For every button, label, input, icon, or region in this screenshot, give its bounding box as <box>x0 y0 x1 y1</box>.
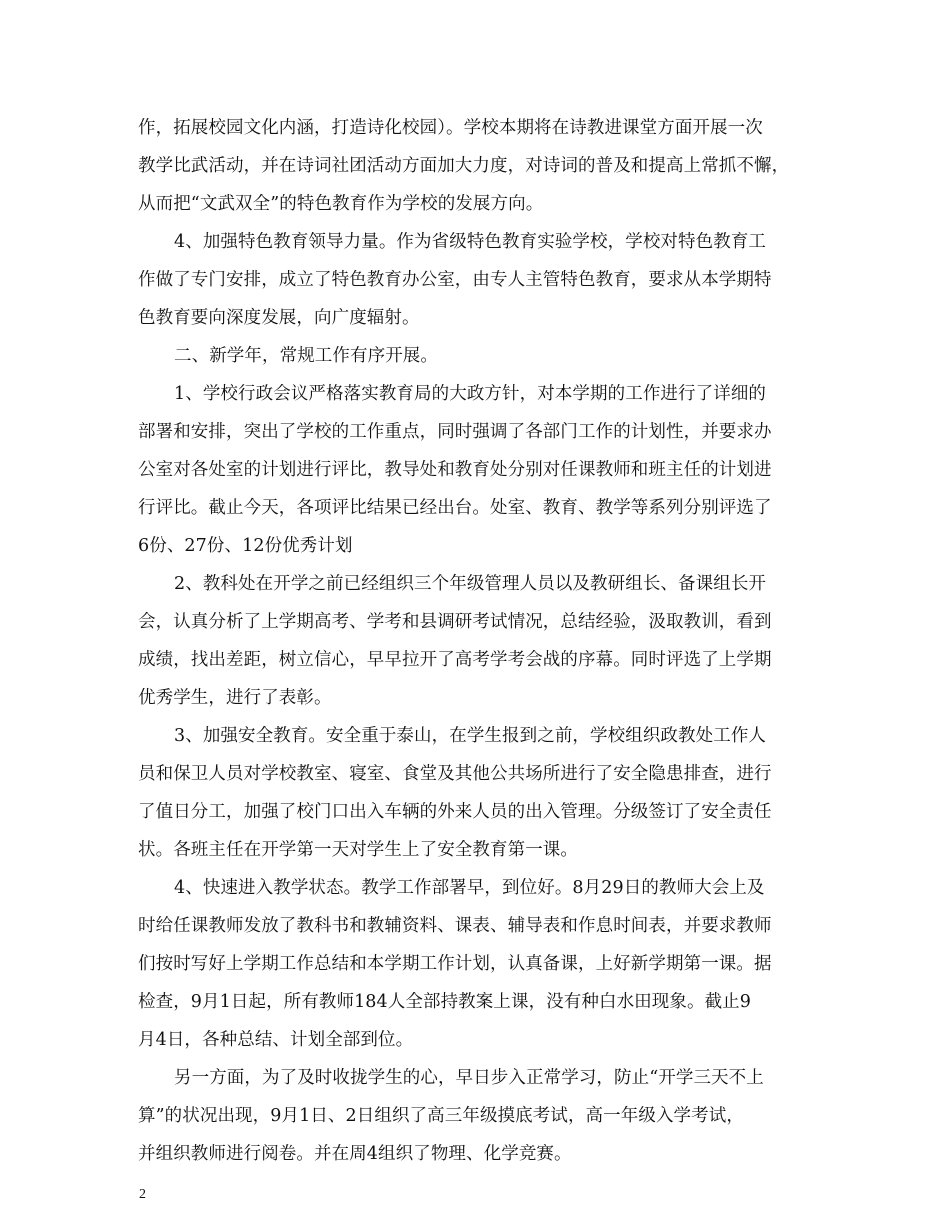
paragraph-line: 3、加强安全教育。安全重于泰山，在学生报到之前，学校组织政教处工作人 <box>174 726 767 746</box>
paragraph-line: 会，认真分析了上学期高考、学考和县调研考试情况，总结经验，汲取教训，看到 <box>138 612 772 632</box>
paragraph-line: 作，拓展校园文化内涵，打造诗化校园）。学校本期将在诗教进课堂方面开展一次 <box>138 118 763 138</box>
paragraph-line: 状。各班主任在开学第一天对学生上了安全教育第一课。 <box>138 840 578 860</box>
paragraph-line: 成绩，找出差距，树立信心，早早拉开了高考学考会战的序幕。同时评选了上学期 <box>138 650 772 670</box>
paragraph-line: 从而把“文武双全”的特色教育作为学校的发展方向。 <box>138 194 544 214</box>
paragraph-line: 检查，9月1日起，所有教师184人全部持教案上课，没有种白水田现象。截止9 <box>138 992 752 1012</box>
paragraph-line: 行评比。截止今天，各项评比结果已经出台。处室、教育、教学等系列分别评选了 <box>138 498 772 518</box>
paragraph-line: 部署和安排，突出了学校的工作重点，同时强调了各部门工作的计划性，并要求办 <box>138 422 772 442</box>
paragraph-line: 了值日分工，加强了校门口出入车辆的外来人员的出入管理。分级签订了安全责任 <box>138 802 772 822</box>
paragraph-line: 2、教科处在开学之前已经组织三个年级管理人员以及教研组长、备课组长开 <box>174 574 767 594</box>
paragraph-line: 1、学校行政会议严格落实教育局的大政方针，对本学期的工作进行了详细的 <box>174 384 767 404</box>
section-heading: 二、新学年，常规工作有序开展。 <box>174 346 438 366</box>
paragraph-line: 教学比武活动，并在诗词社团活动方面加大力度，对诗词的普及和提高上常抓不懈， <box>138 156 790 176</box>
paragraph-line: 4、加强特色教育领导力量。作为省级特色教育实验学校，学校对特色教育工 <box>174 232 767 252</box>
paragraph-line: 另一方面，为了及时收拢学生的心，早日步入正常学习，防止“开学三天不上 <box>174 1068 764 1088</box>
paragraph-line: 算”的状况出现，9月1日、2日组织了高三年级摸底考试，高一年级入学考试， <box>138 1106 744 1126</box>
paragraph-line: 6份、27份、12份优秀计划 <box>138 536 353 556</box>
paragraph-line: 时给任课教师发放了教科书和教辅资料、课表、辅导表和作息时间表，并要求教师 <box>138 916 772 936</box>
paragraph-line: 4、快速进入教学状态。教学工作部署早，到位好。8月29日的教师大会上及 <box>174 878 765 898</box>
paragraph-line: 优秀学生，进行了表彰。 <box>138 688 332 708</box>
paragraph-line: 公室对各处室的计划进行评比，教导处和教育处分别对任课教师和班主任的计划进 <box>138 460 772 480</box>
paragraph-line: 色教育要向深度发展，向广度辐射。 <box>138 308 420 328</box>
paragraph-line: 们按时写好上学期工作总结和本学期工作计划，认真备课，上好新学期第一课。据 <box>138 954 772 974</box>
paragraph-line: 员和保卫人员对学校教室、寝室、食堂及其他公共场所进行了安全隐患排查，进行 <box>138 764 772 784</box>
paragraph-line: 月4日，各种总结、计划全部到位。 <box>138 1030 414 1050</box>
paragraph-line: 作做了专门安排，成立了特色教育办公室，由专人主管特色教育，要求从本学期特 <box>138 270 772 290</box>
page-number: 2 <box>139 1187 146 1202</box>
paragraph-line: 并组织教师进行阅卷。并在周4组织了物理、化学竞赛。 <box>138 1144 572 1164</box>
